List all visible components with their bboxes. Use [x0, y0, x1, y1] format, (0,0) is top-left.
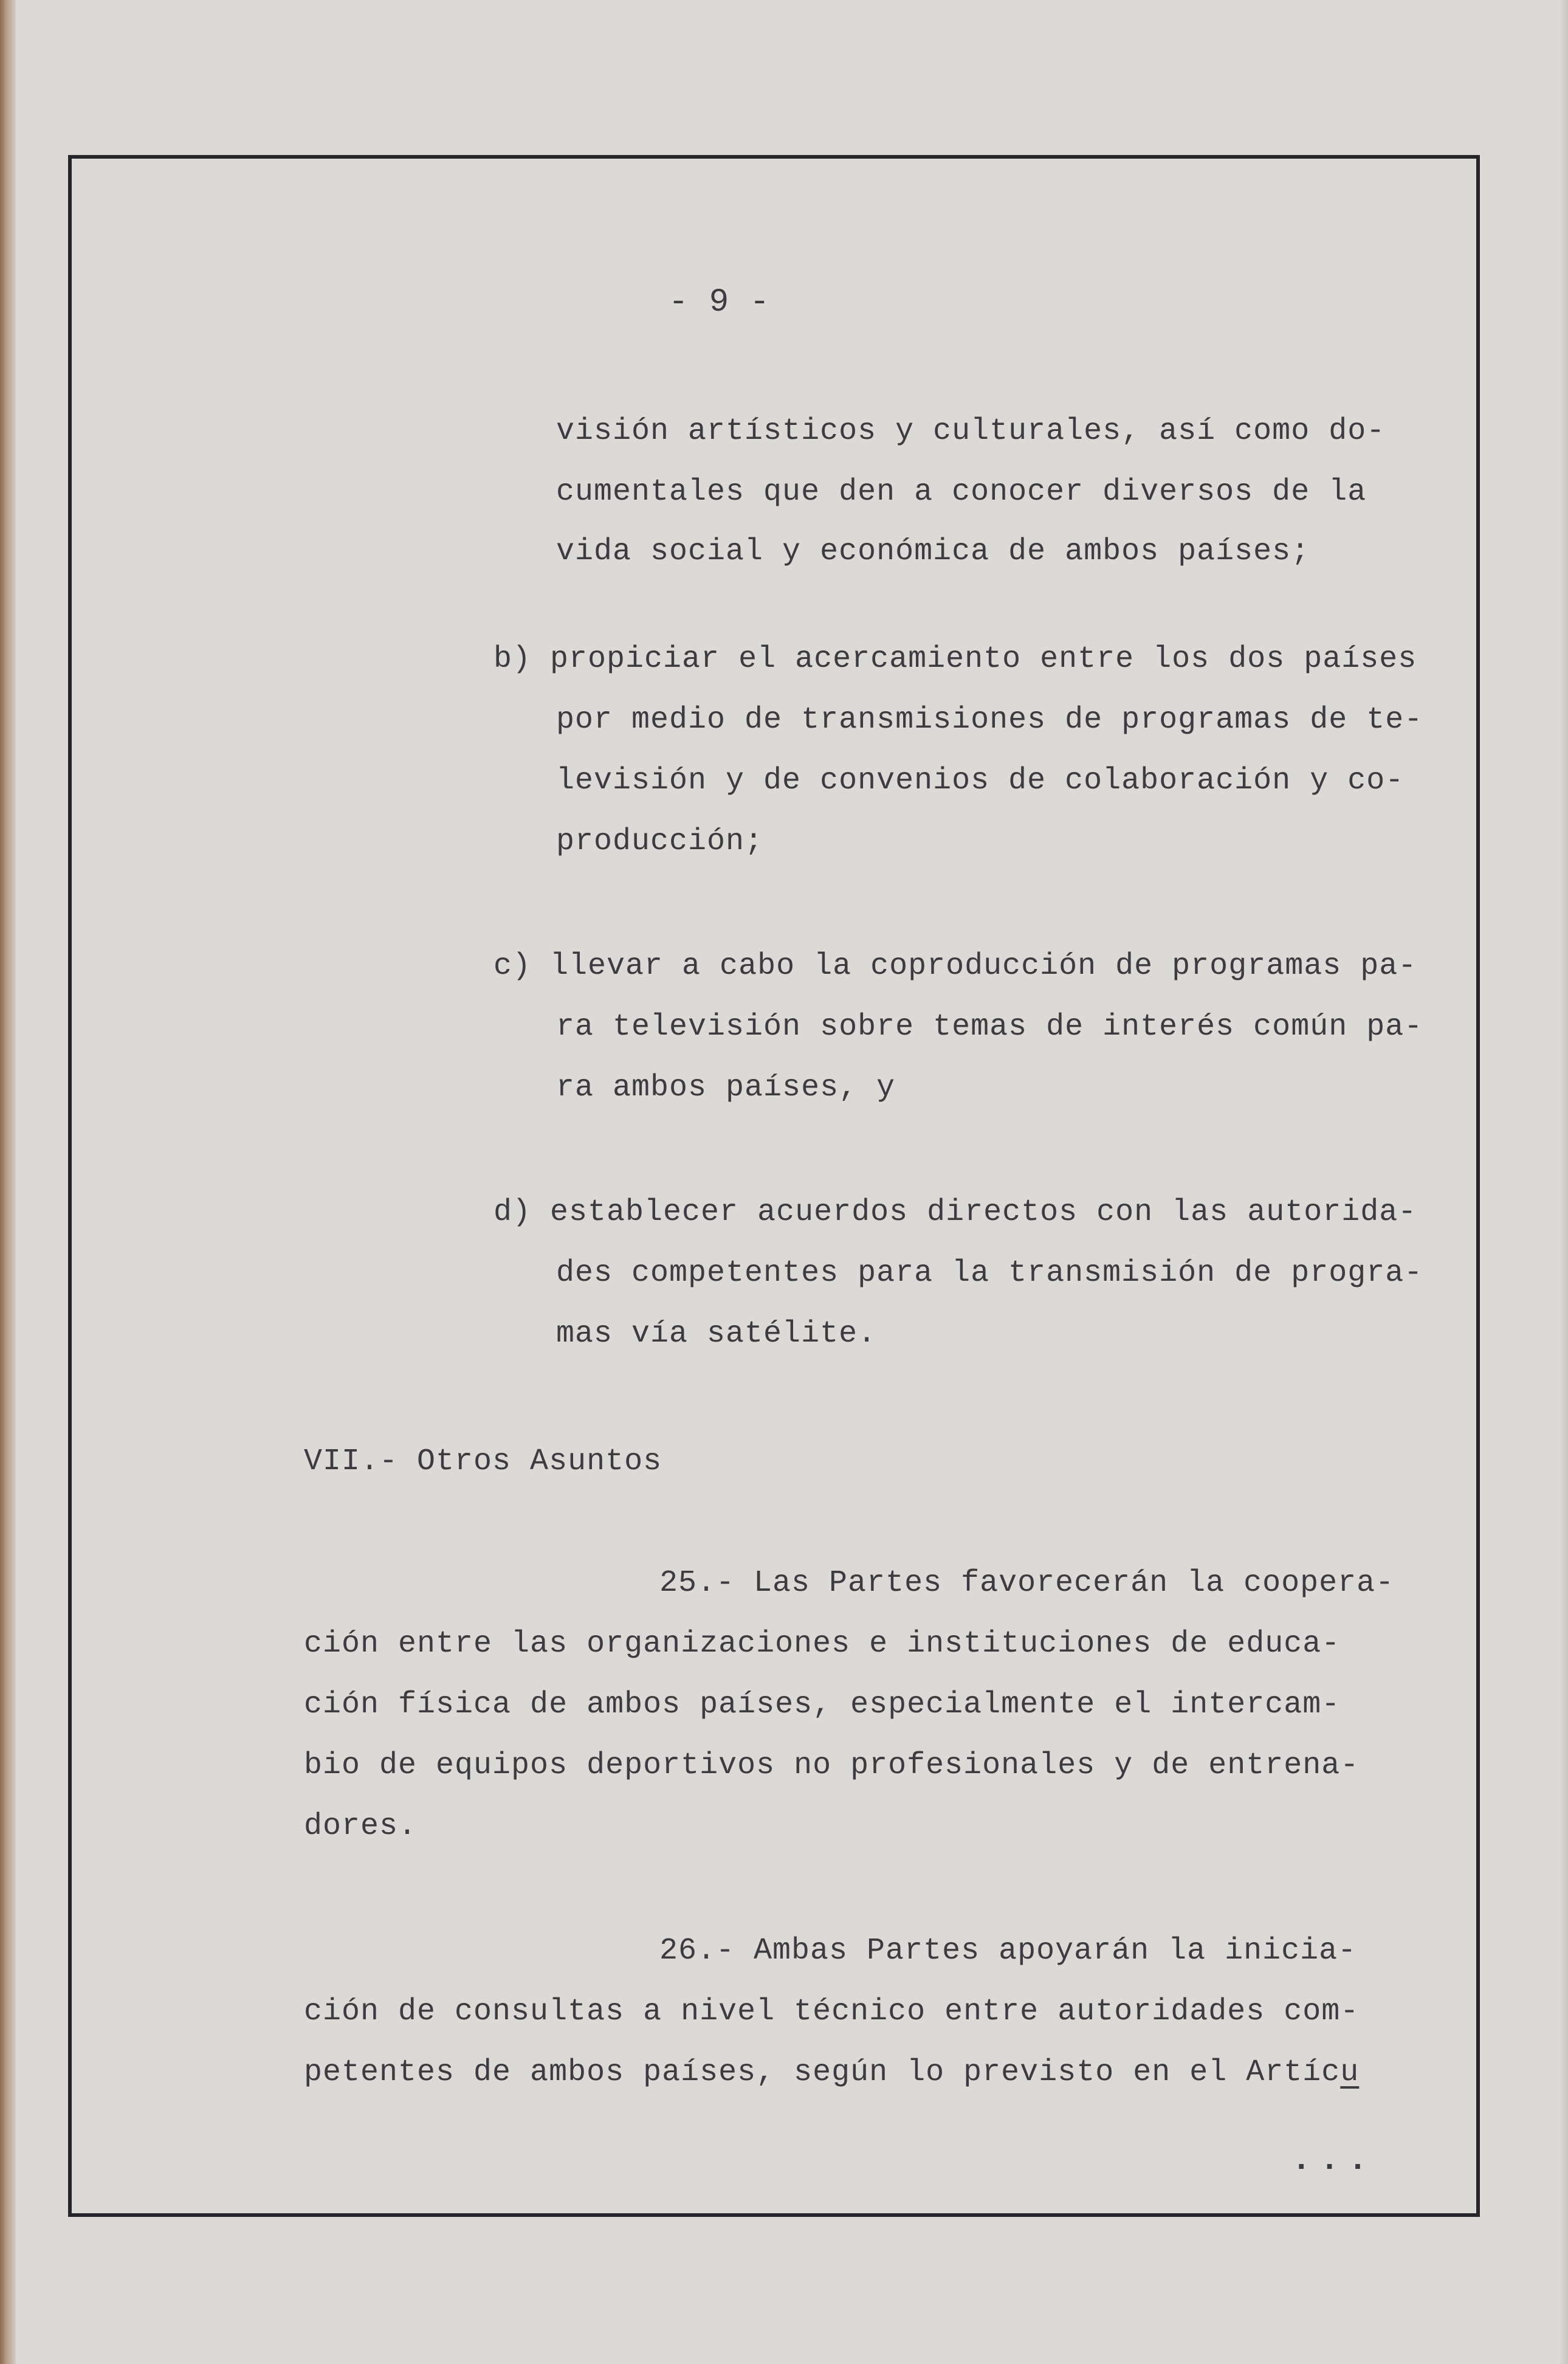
text-line: por medio de transmisiones de programas de te- [556, 703, 1423, 737]
text-line: mas vía satélite. [556, 1317, 877, 1351]
text-line: ra televisión sobre temas de interés común pa- [556, 1010, 1423, 1044]
paragraph-25-start: 25.- Las Partes favorecerán la coopera- [659, 1566, 1395, 1601]
text-line [304, 2055, 1359, 2091]
continuation-mark: ... [1291, 2142, 1377, 2179]
text-line: levisión y de convenios de colaboración y co- [556, 763, 1405, 798]
paragraph-26-start: 26.- Ambas Partes apoyarán la inicia- [659, 1934, 1357, 1968]
underlined-letter: u [1340, 2055, 1360, 2090]
page-right-edge [1559, 0, 1568, 2364]
text-line: des competentes para la transmisión de progra- [556, 1256, 1423, 1291]
text-line: vida social y económica de ambos países; [556, 534, 1310, 569]
text-line: ra ambos países, y [556, 1070, 896, 1105]
document-frame [68, 155, 1480, 2217]
text-line-body: petentes de ambos países, según lo previsto en el Artíc [304, 2055, 1341, 2090]
text-line: dores. [304, 1809, 418, 1844]
text-line: visión artísticos y culturales, así como do- [556, 414, 1386, 449]
text-line: ción física de ambos países, especialmente el intercam- [304, 1687, 1341, 1722]
text-line: ción de consultas a nivel técnico entre autoridades com- [304, 1994, 1360, 2029]
list-item-d: d) establecer acuerdos directos con las autorida- [493, 1195, 1417, 1230]
text-line: producción; [556, 824, 764, 859]
text-line: bio de equipos deportivos no profesionales y de entrena- [304, 1748, 1360, 1783]
list-item-b: b) propiciar el acercamiento entre los dos países [493, 642, 1417, 677]
section-heading: VII.- Otros Asuntos [304, 1444, 662, 1479]
page-binding-edge [0, 0, 16, 2364]
text-line: cumentales que den a conocer diversos de la [556, 475, 1367, 509]
page-number: - 9 - [669, 284, 771, 321]
list-item-c: c) llevar a cabo la coproducción de programas pa- [493, 949, 1417, 984]
text-line: ción entre las organizaciones e instituciones de educa- [304, 1627, 1341, 1661]
